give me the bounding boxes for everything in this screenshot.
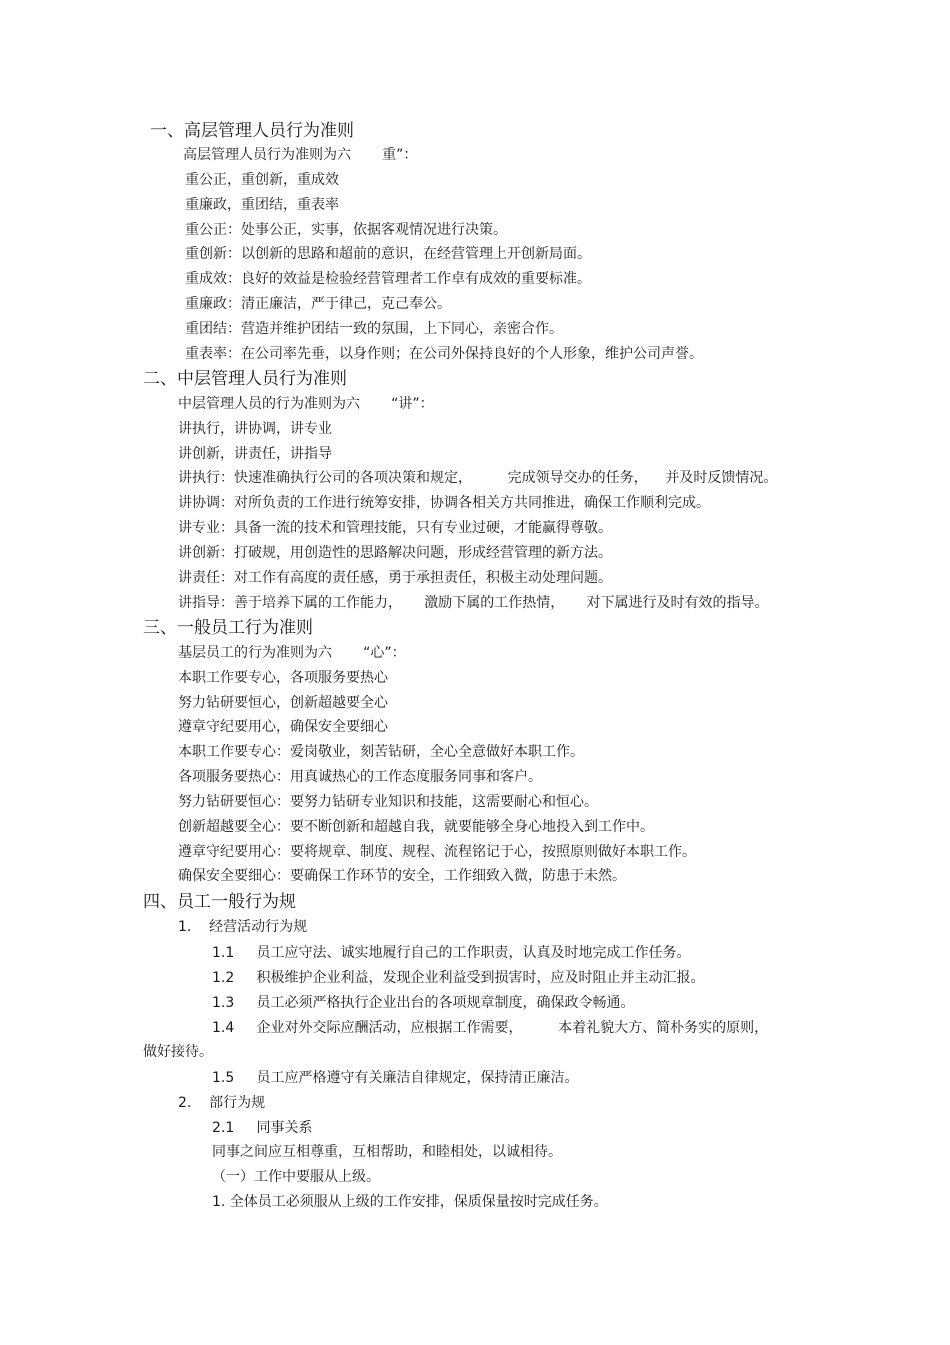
section3-line: 遵章守纪要用心，确保安全要细心 xyxy=(178,719,388,735)
section1-heading: 一、高层管理人员行为准则 xyxy=(150,121,354,141)
subsection-2-title: 2. 部行为规 xyxy=(178,1095,266,1111)
section1-line: 重廉政：清正廉洁，严于律己，克己奉公。 xyxy=(185,296,451,312)
section3-heading: 三、一般员工行为准则 xyxy=(143,618,313,638)
section2-line: 讲指导：善于培养下属的工作能力， 激励下属的工作热情， 对下属进行及时有效的指导。 xyxy=(178,595,769,611)
rule-item: 1.3 员工必须严格执行企业出台的各项规章制度，确保政令畅通。 xyxy=(212,995,635,1011)
section3-line: 本职工作要专心：爱岗敬业，刻苦钻研，全心全意做好本职工作。 xyxy=(178,744,584,760)
section3-line: 各项服务要热心：用真诚热心的工作态度服务同事和客户。 xyxy=(178,769,542,785)
rule-item-continuation: 做好接待。 xyxy=(143,1044,213,1060)
section2-line: 讲协调：对所负责的工作进行统筹安排，协调各相关方共同推进，确保工作顺利完成。 xyxy=(178,495,710,511)
section3-intro: 基层员工的行为准则为六 “心”： xyxy=(178,645,406,661)
rule-item: 1.5 员工应严格遵守有关廉洁自律规定，保持清正廉洁。 xyxy=(212,1070,579,1086)
section3-line: 创新超越要全心：要不断创新和超越自我，就要能够全身心地投入到工作中。 xyxy=(178,819,654,835)
rule-item-title: 2.1 同事关系 xyxy=(212,1120,313,1136)
section2-intro: 中层管理人员的行为准则为六 “讲”： xyxy=(178,396,434,412)
rule-item: 1.2 积极维护企业利益，发现企业利益受到损害时，应及时阻止并主动汇报。 xyxy=(212,970,705,986)
section2-line: 讲创新：打破规，用创造性的思路解决问题，形成经营管理的新方法。 xyxy=(178,545,612,561)
section2-line: 讲专业：具备一流的技术和管理技能，只有专业过硬，才能赢得尊敬。 xyxy=(178,520,612,536)
section1-intro: 高层管理人员行为准则为六 重”： xyxy=(183,147,418,163)
section3-line: 努力钻研要恒心，创新超越要全心 xyxy=(178,695,388,711)
section3-line: 遵章守纪要用心：要将规章、制度、规程、流程铭记于心，按照原则做好本职工作。 xyxy=(178,844,696,860)
rule-item: 1.1 员工应守法、诚实地履行自己的工作职责，认真及时地完成工作任务。 xyxy=(212,945,691,961)
section3-line: 努力钻研要恒心：要努力钻研专业知识和技能，这需要耐心和恒心。 xyxy=(178,794,598,810)
rule-paragraph: 同事之间应互相尊重，互相帮助，和睦相处，以诚相待。 xyxy=(212,1144,562,1160)
rule-item: 1.4 企业对外交际应酬活动，应根据工作需要， 本着礼貌大方、简朴务实的原则， xyxy=(212,1020,769,1036)
rule-subheading: （一）工作中要服从上级。 xyxy=(212,1169,380,1185)
section2-line: 讲执行：快速准确执行公司的各项决策和规定， 完成领导交办的任务， 并及时反馈情况。 xyxy=(178,470,778,486)
section4-heading: 四、员工一般行为规 xyxy=(143,892,296,912)
section2-line: 讲执行，讲协调，讲专业 xyxy=(178,421,332,437)
section1-line: 重公正：处事公正，实事，依据客观情况进行决策。 xyxy=(185,222,507,238)
subsection-1-title: 1. 经营活动行为规 xyxy=(178,919,308,935)
section1-line: 重廉政，重团结，重表率 xyxy=(185,197,339,213)
rule-paragraph: 1. 全体员工必须服从上级的工作安排，保质保量按时完成任务。 xyxy=(212,1194,608,1210)
section1-line: 重团结：营造并维护团结一致的氛围，上下同心，亲密合作。 xyxy=(185,321,563,337)
section2-heading: 二、中层管理人员行为准则 xyxy=(143,369,347,389)
section1-line: 重成效：良好的效益是检验经营管理者工作卓有成效的重要标准。 xyxy=(185,271,591,287)
section1-line: 重公正，重创新，重成效 xyxy=(185,172,339,188)
section3-line: 本职工作要专心，各项服务要热心 xyxy=(178,670,388,686)
section1-line: 重表率：在公司率先垂，以身作则；在公司外保持良好的个人形象，维护公司声誉。 xyxy=(185,346,703,362)
section2-line: 讲责任：对工作有高度的责任感，勇于承担责任，积极主动处理问题。 xyxy=(178,570,612,586)
section2-line: 讲创新，讲责任，讲指导 xyxy=(178,446,332,462)
section1-line: 重创新：以创新的思路和超前的意识，在经营管理上开创新局面。 xyxy=(185,246,591,262)
section3-line: 确保安全要细心：要确保工作环节的安全，工作细致入微，防患于未然。 xyxy=(178,868,626,884)
